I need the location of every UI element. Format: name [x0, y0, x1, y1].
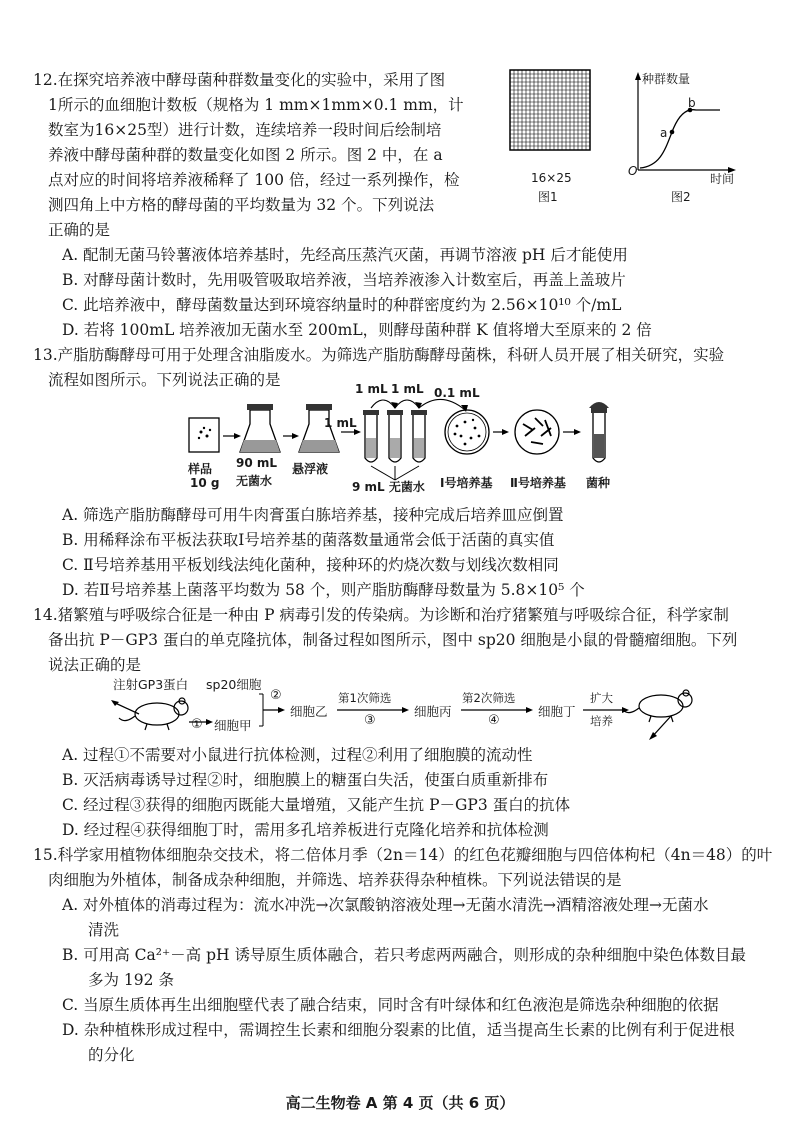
q14-stem-line: 说法正确的是: [48, 656, 142, 674]
q14-stem-line: 14.猪繁殖与呼吸综合征是一种由 P 病毒引发的传染病。为诊断和治疗猪繁殖与呼吸综合征，科学家制: [33, 606, 729, 624]
q13-label-medium-1: Ⅰ号培养基: [440, 476, 493, 490]
q14-label-cell-a: 细胞甲: [214, 718, 252, 733]
q13-option-d: D. 若Ⅱ号培养基上菌落平均数为 58 个，则产脂肪酶酵母数量为 5.8×10⁵ 个: [62, 581, 585, 599]
mouse-icon: [119, 698, 188, 730]
q14-flow-diagram: [105, 680, 705, 742]
q12-option-d: D. 若将 100mL 培养液加无菌水至 200mL，则酵母菌种群 K 值将增大至原来的 2 倍: [62, 321, 652, 339]
q14-label-screen-2: 第2次筛选: [462, 691, 516, 705]
q14-label-step2: ②: [270, 688, 282, 703]
q13-label-sample-mass: 10 g: [190, 476, 220, 490]
q14-label-cell-d: 细胞丁: [538, 704, 576, 719]
mouse-icon: [623, 690, 692, 722]
q13-option-a: A. 筛选产脂肪酶酵母可用牛肉膏蛋白胨培养基，接种完成后培养皿应倒置: [62, 506, 564, 524]
figure-2-xlabel: 时间: [710, 172, 735, 186]
q12-stem-line: 数室为16×25型）进行计数，连续培养一段时间后绘制培: [48, 121, 442, 139]
q13-label-1ml-b: 1 mL: [391, 382, 424, 396]
q13-option-c: C. Ⅱ号培养基用平板划线法纯化菌种，接种环的灼烧次数与划线次数相同: [62, 556, 559, 574]
q13-label-strain: 菌种: [586, 476, 611, 490]
figure-2-origin: O: [628, 164, 638, 178]
q14-label-expand-2: 培养: [590, 714, 613, 728]
q12-stem-line: 测四角上中方格的酵母菌的平均数量为 32 个。下列说法: [48, 196, 435, 214]
q15-option-b: B. 可用高 Ca²⁺－高 pH 诱导原生质体融合，若只考虑两两融合，则形成的杂种细胞中染色体数目最: [62, 946, 746, 964]
q14-option-b: B. 灭活病毒诱导过程②时，细胞膜上的糖蛋白失活，使蛋白质重新排布: [62, 771, 549, 789]
q12-stem-line: 点对应的时间将培养液稀释了 100 倍，经过一系列操作，检: [48, 171, 460, 189]
q14-label-expand-1: 扩大: [590, 691, 613, 705]
q14-label-step4: ④: [488, 713, 500, 728]
figure-1-grid-label: 16×25: [531, 171, 572, 185]
q15-option-a-cont: 清洗: [88, 921, 120, 939]
q12-stem-line: 12.在探究培养液中酵母菌种群数量变化的实验中，采用了图: [33, 71, 446, 89]
figure-2-point-a: a: [660, 126, 668, 140]
page-footer: 高二生物卷 A 第 4 页（共 6 页）: [285, 1094, 515, 1112]
figure-2-point-b: b: [688, 96, 696, 110]
q15-option-c: C. 当原生质体再生出细胞壁代表了融合结束，同时含有叶绿体和红色液泡是筛选杂种细胞的依据: [62, 996, 719, 1014]
q14-label-sp20: sp20细胞: [206, 677, 262, 692]
q13-label-tubes: 9 mL 无菌水: [352, 480, 425, 494]
q13-label-01ml: 0.1 mL: [434, 386, 480, 400]
q14-label-step1: ①: [191, 717, 203, 732]
q12-stem-line: 正确的是: [48, 221, 111, 239]
figure-2-caption: 图2: [671, 190, 691, 204]
q14-label-step3: ③: [364, 713, 376, 728]
q14-option-d: D. 经过程④获得细胞丁时，需用多孔培养板进行克隆化培养和抗体检测: [62, 821, 549, 839]
q15-option-b-cont: 多为 192 条: [88, 971, 174, 989]
q13-label-sample: 样品: [188, 462, 213, 476]
q12-option-a: A. 配制无菌马铃薯液体培养基时，先经高压蒸汽灭菌，再调节溶液 pH 后才能使用: [62, 246, 628, 264]
figure-1-caption: 图1: [538, 190, 558, 204]
q13-label-90ml: 90 mL: [236, 456, 278, 470]
q15-option-d: D. 杂种植株形成过程中，需调控生长素和细胞分裂素的比值，适当提高生长素的比例有利于促进根: [62, 1021, 735, 1039]
q12-stem-line: 1所示的血细胞计数板（规格为 1 mm×1mm×0.1 mm，计: [48, 96, 464, 114]
q13-label-sterile-water: 无菌水: [236, 474, 273, 488]
q13-label-1ml-c: 1 mL: [324, 416, 357, 430]
q12-stem-line: 养液中酵母菌种群的数量变化如图 2 所示。图 2 中，在 a: [48, 146, 443, 164]
q13-label-medium-2: Ⅱ号培养基: [510, 476, 566, 490]
q13-label-suspension: 悬浮液: [292, 462, 329, 476]
q13-stem-line: 13.产脂肪酶酵母可用于处理含油脂废水。为筛选产脂肪酶酵母菌株，科研人员开展了相关研究，实验: [33, 346, 725, 364]
q14-label-cell-b: 细胞乙: [290, 704, 328, 719]
q15-stem-line: 肉细胞为外植体，制备成杂种细胞，并筛选、培养获得杂种植株。下列说法错误的是: [48, 871, 622, 889]
q14-option-c: C. 经过程③获得的细胞丙既能大量增殖，又能产生抗 P－GP3 蛋白的抗体: [62, 796, 571, 814]
q13-option-b: B. 用稀释涂布平板法获取Ⅰ号培养基的菌落数量通常会低于活菌的真实值: [62, 531, 555, 549]
figure-2-ylabel: 种群数量: [642, 72, 691, 86]
q15-option-d-cont: 的分化: [88, 1046, 135, 1064]
figure-1-hemocytometer: [508, 68, 592, 168]
q13-stem-line: 流程如图所示。下列说法正确的是: [48, 371, 281, 389]
q14-stem-line: 备出抗 P－GP3 蛋白的单克隆抗体，制备过程如图所示，图中 sp20 细胞是小鼠的骨髓瘤细胞。下列: [48, 631, 738, 649]
q15-option-a: A. 对外植体的消毒过程为：流水冲洗→次氯酸钠溶液处理→无菌水清洗→酒精溶液处理→无菌水: [62, 896, 709, 914]
q14-option-a: A. 过程①不需要对小鼠进行抗体检测，过程②利用了细胞膜的流动性: [62, 746, 533, 764]
q14-label-inject: 注射GP3蛋白: [113, 677, 189, 692]
q14-label-cell-c: 细胞丙: [414, 704, 452, 719]
point-a-marker: [670, 130, 675, 135]
q14-label-screen-1: 第1次筛选: [338, 691, 392, 705]
q13-label-1ml-a: 1 mL: [355, 382, 388, 396]
q12-option-c: C. 此培养液中，酵母菌数量达到环境容纳量时的种群密度约为 2.56×10¹⁰ 个/mL: [62, 296, 622, 314]
q15-stem-line: 15.科学家用植物体细胞杂交技术，将二倍体月季（2n＝14）的红色花瓣细胞与四倍体枸杞（4n＝48）的叶: [33, 846, 773, 864]
q12-option-b: B. 对酵母菌计数时，先用吸管吸取培养液，当培养液渗入计数室后，再盖上盖玻片: [62, 271, 626, 289]
